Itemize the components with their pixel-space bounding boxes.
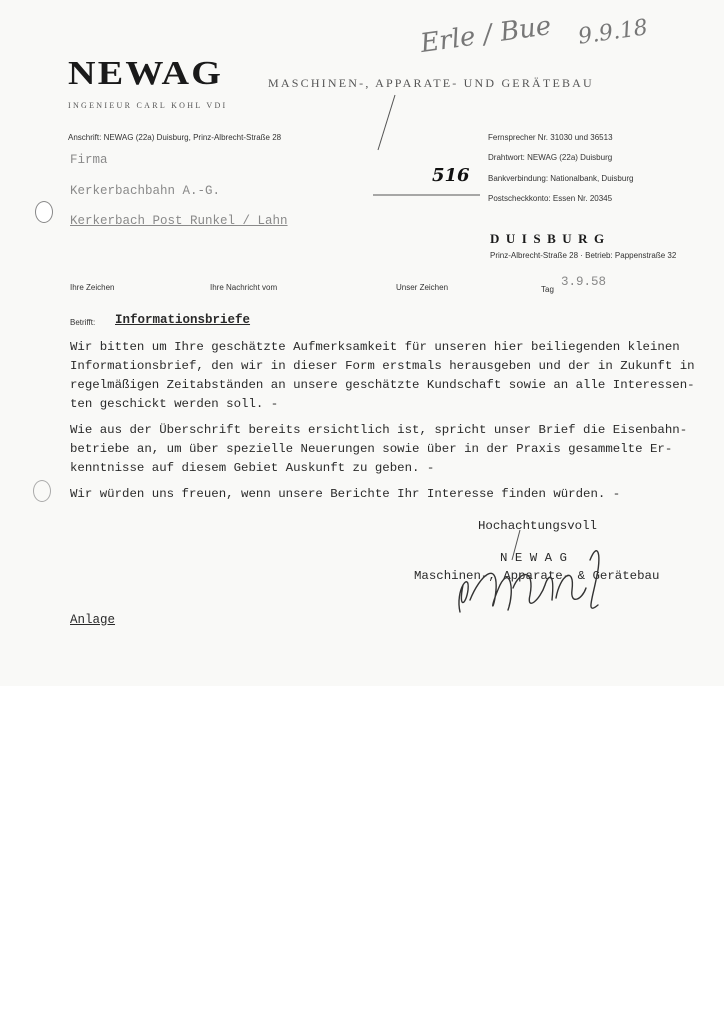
handwritten-note: Erle / Bue (418, 10, 554, 60)
body-line: Wie aus der Überschrift bereits ersichtlich ist, spricht unser Brief die Eisenbahn- (70, 423, 688, 437)
your-ref-label: Ihre Zeichen (70, 283, 115, 292)
phone-line: Fernsprecher Nr. 31030 und 36513 (488, 133, 613, 142)
recipient-line-2: Kerkerbachbahn A.-G. (70, 184, 221, 198)
body-line: Wir bitten um Ihre geschätzte Aufmerksamkeit für unseren hier beiliegenden kleinen (70, 340, 680, 354)
body-line: Informationsbrief, den wir in dieser Form erstmals herausgeben und der in Zukunft in (70, 359, 695, 373)
date-label: Tag (541, 285, 554, 294)
bank-line: Bankverbindung: Nationalbank, Duisburg (488, 174, 634, 183)
recipient-line-3: Kerkerbach Post Runkel / Lahn (70, 214, 288, 228)
body-line: regelmäßigen Zeitabständen an unsere geschätzte Kundschaft sowie an alle Interessen- (70, 378, 695, 392)
closing-company: N E W A G (500, 551, 567, 565)
our-ref-label: Unser Zeichen (396, 283, 449, 292)
body-line: betriebe an, um über spezielle Neuerungen sowie über in der Praxis gesammelte Er- (70, 442, 673, 456)
your-message-label: Ihre Nachricht vom (210, 283, 278, 292)
subject-value: Informationsbriefe (115, 313, 251, 327)
sender-address: Anschrift: NEWAG (22a) Duisburg, Prinz-Albrecht-Straße 28 (68, 133, 282, 142)
date-value: 3.9.58 (561, 275, 607, 289)
signature-drawing (459, 551, 599, 612)
city-address: Prinz-Albrecht-Straße 28 · Betrieb: Pappenstraße 32 (490, 251, 677, 260)
company-logo: NEWAG (68, 55, 224, 92)
handwritten-number: 516 (432, 165, 470, 186)
body-line: ten geschickt werden soll. - (70, 397, 279, 411)
recipient-line-1: Firma (70, 153, 108, 167)
city-heading: DUISBURG (490, 231, 611, 246)
pen-strokes (373, 95, 520, 560)
engineer-line: INGENIEUR CARL KOHL VDI (68, 101, 228, 110)
postal-account-line: Postscheckkonto: Essen Nr. 20345 (488, 194, 613, 203)
body-line: kenntnisse auf diesem Gebiet Auskunft zu geben. - (70, 461, 435, 475)
handwritten-initials: 9.9.18 (576, 15, 650, 50)
closing-greeting: Hochachtungsvoll (478, 519, 597, 533)
company-tagline: MASCHINEN-, APPARATE- UND GERÄTEBAU (268, 76, 594, 90)
subject-label: Betrifft: (70, 318, 96, 327)
telegram-line: Drahtwort: NEWAG (22a) Duisburg (488, 153, 613, 162)
enclosure-label: Anlage (70, 613, 116, 627)
closing-division: Maschinen-, Apparate- & Gerätebau (414, 569, 660, 583)
body-line: Wir würden uns freuen, wenn unsere Berichte Ihr Interesse finden würden. - (70, 487, 621, 501)
